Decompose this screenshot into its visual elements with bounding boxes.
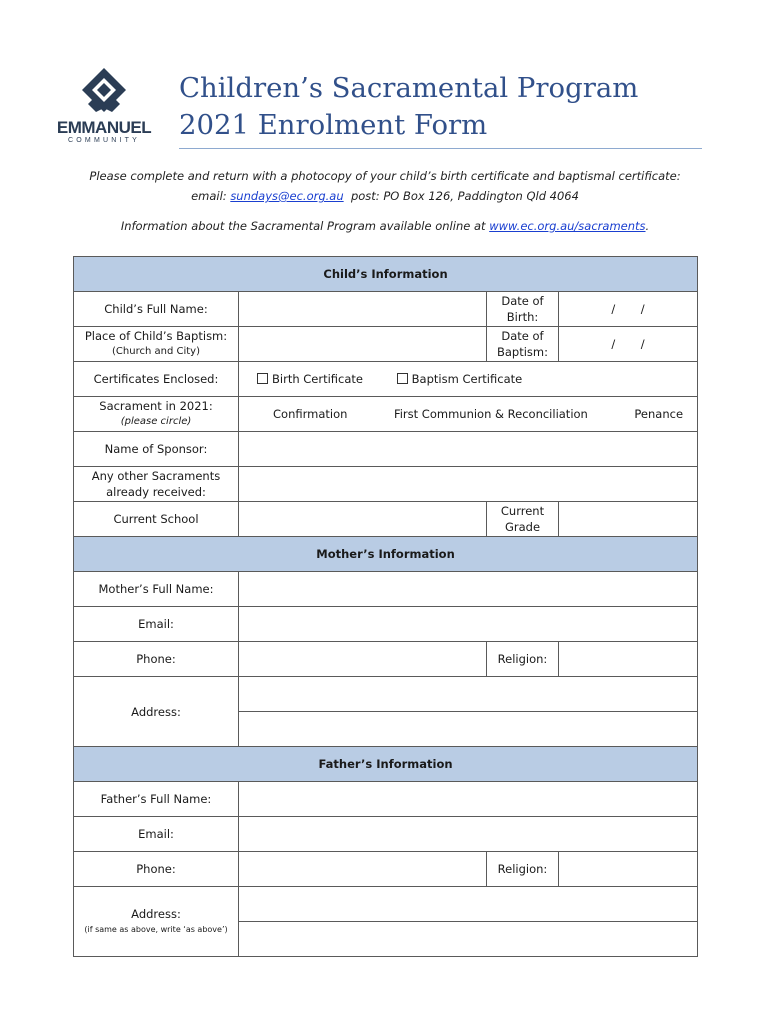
- school-field[interactable]: [239, 502, 487, 537]
- mother-religion-field[interactable]: [559, 642, 698, 677]
- father-phone-label: Phone:: [74, 852, 239, 887]
- other-sacraments-label: Any other Sacraments already received:: [74, 467, 239, 502]
- sponsor-field[interactable]: [239, 432, 698, 467]
- birth-certificate-option[interactable]: [257, 372, 363, 386]
- option-penance[interactable]: Penance: [634, 407, 684, 421]
- dob-label: Date of Birth:: [487, 292, 559, 327]
- title-line-2: 2021 Enrolment Form: [179, 109, 488, 141]
- father-religion-label: Religion:: [487, 852, 559, 887]
- baptism-place-label: [74, 327, 239, 362]
- baptism-date-field[interactable]: / /: [559, 327, 698, 362]
- title-divider: [179, 148, 702, 149]
- logo-word: EMMANUEL: [56, 118, 152, 137]
- post-address: post: PO Box 126, Paddington Qld 4064: [343, 189, 579, 203]
- child-name-field[interactable]: [239, 292, 487, 327]
- father-address-text: Address:: [131, 906, 181, 921]
- child-name-label: Child’s Full Name:: [74, 292, 239, 327]
- father-email-field[interactable]: [239, 817, 698, 852]
- father-email-label: Email:: [74, 817, 239, 852]
- page-title: [179, 70, 638, 144]
- other-sacraments-field[interactable]: [239, 467, 698, 502]
- birth-certificate-checkbox[interactable]: [257, 373, 268, 384]
- option-confirmation[interactable]: Confirmation: [273, 407, 348, 421]
- emmanuel-logo-icon: [74, 66, 134, 118]
- baptism-certificate-option[interactable]: [397, 372, 523, 386]
- info-prefix: Information about the Sacramental Program available online at: [120, 219, 490, 233]
- birth-certificate-label: Birth Certificate: [272, 372, 364, 386]
- mother-address-label: Address:: [74, 677, 239, 747]
- father-name-label: Father’s Full Name:: [74, 782, 239, 817]
- mother-religion-label: Religion:: [487, 642, 559, 677]
- certificates-label: Certificates Enclosed:: [74, 362, 239, 397]
- contact-line: [72, 186, 698, 206]
- logo-subtitle: COMMUNITY: [68, 137, 140, 144]
- baptism-place-text: Place of Child’s Baptism:: [84, 329, 228, 343]
- father-phone-field[interactable]: [239, 852, 487, 887]
- mother-email-label: Email:: [74, 607, 239, 642]
- title-line-1: Children’s Sacramental Program: [179, 72, 639, 104]
- sacrament-text: Sacrament in 2021:: [99, 399, 213, 413]
- father-address-label: [74, 887, 239, 957]
- email-prefix: email:: [191, 189, 231, 203]
- info-line: [72, 216, 698, 236]
- instructions: [72, 166, 698, 206]
- emmanuel-logo: [56, 66, 152, 148]
- mother-phone-label: Phone:: [74, 642, 239, 677]
- father-address-line-2[interactable]: [239, 922, 698, 957]
- certificates-options: [239, 362, 698, 397]
- sacrament-hint: (please circle): [120, 416, 192, 427]
- mother-name-field[interactable]: [239, 572, 698, 607]
- baptism-place-hint: (Church and City): [112, 346, 200, 357]
- section-child-heading: Child’s Information: [74, 257, 698, 292]
- enrolment-form-table: [73, 256, 698, 957]
- baptism-date-label: Date of Baptism:: [487, 327, 559, 362]
- father-religion-field[interactable]: [559, 852, 698, 887]
- mother-name-label: Mother’s Full Name:: [74, 572, 239, 607]
- instructions-line: Please complete and return with a photocopy of your child’s birth certificate and baptismal certificate:: [89, 169, 681, 183]
- sacrament-options: [239, 397, 698, 432]
- sponsor-label: Name of Sponsor:: [74, 432, 239, 467]
- section-father-heading: Father’s Information: [74, 747, 698, 782]
- info-suffix: .: [645, 219, 650, 233]
- grade-field[interactable]: [559, 502, 698, 537]
- mother-address-line-2[interactable]: [239, 712, 698, 747]
- mother-email-field[interactable]: [239, 607, 698, 642]
- dob-field[interactable]: / /: [559, 292, 698, 327]
- mother-address-line-1[interactable]: [239, 677, 698, 712]
- sacrament-label: [74, 397, 239, 432]
- school-label: Current School: [74, 502, 239, 537]
- baptism-certificate-checkbox[interactable]: [397, 373, 408, 384]
- section-mother-heading: Mother’s Information: [74, 537, 698, 572]
- grade-label: Current Grade: [487, 502, 559, 537]
- father-name-field[interactable]: [239, 782, 698, 817]
- baptism-place-field[interactable]: [239, 327, 487, 362]
- mother-phone-field[interactable]: [239, 642, 487, 677]
- father-address-line-1[interactable]: [239, 887, 698, 922]
- father-address-hint: (if same as above, write ‘as above’): [84, 924, 228, 934]
- baptism-certificate-label: Baptism Certificate: [411, 372, 523, 386]
- option-first-communion[interactable]: First Communion & Reconciliation: [393, 407, 588, 421]
- sacraments-link[interactable]: www.ec.org.au/sacraments: [489, 219, 646, 233]
- email-link[interactable]: sundays@ec.org.au: [230, 189, 344, 203]
